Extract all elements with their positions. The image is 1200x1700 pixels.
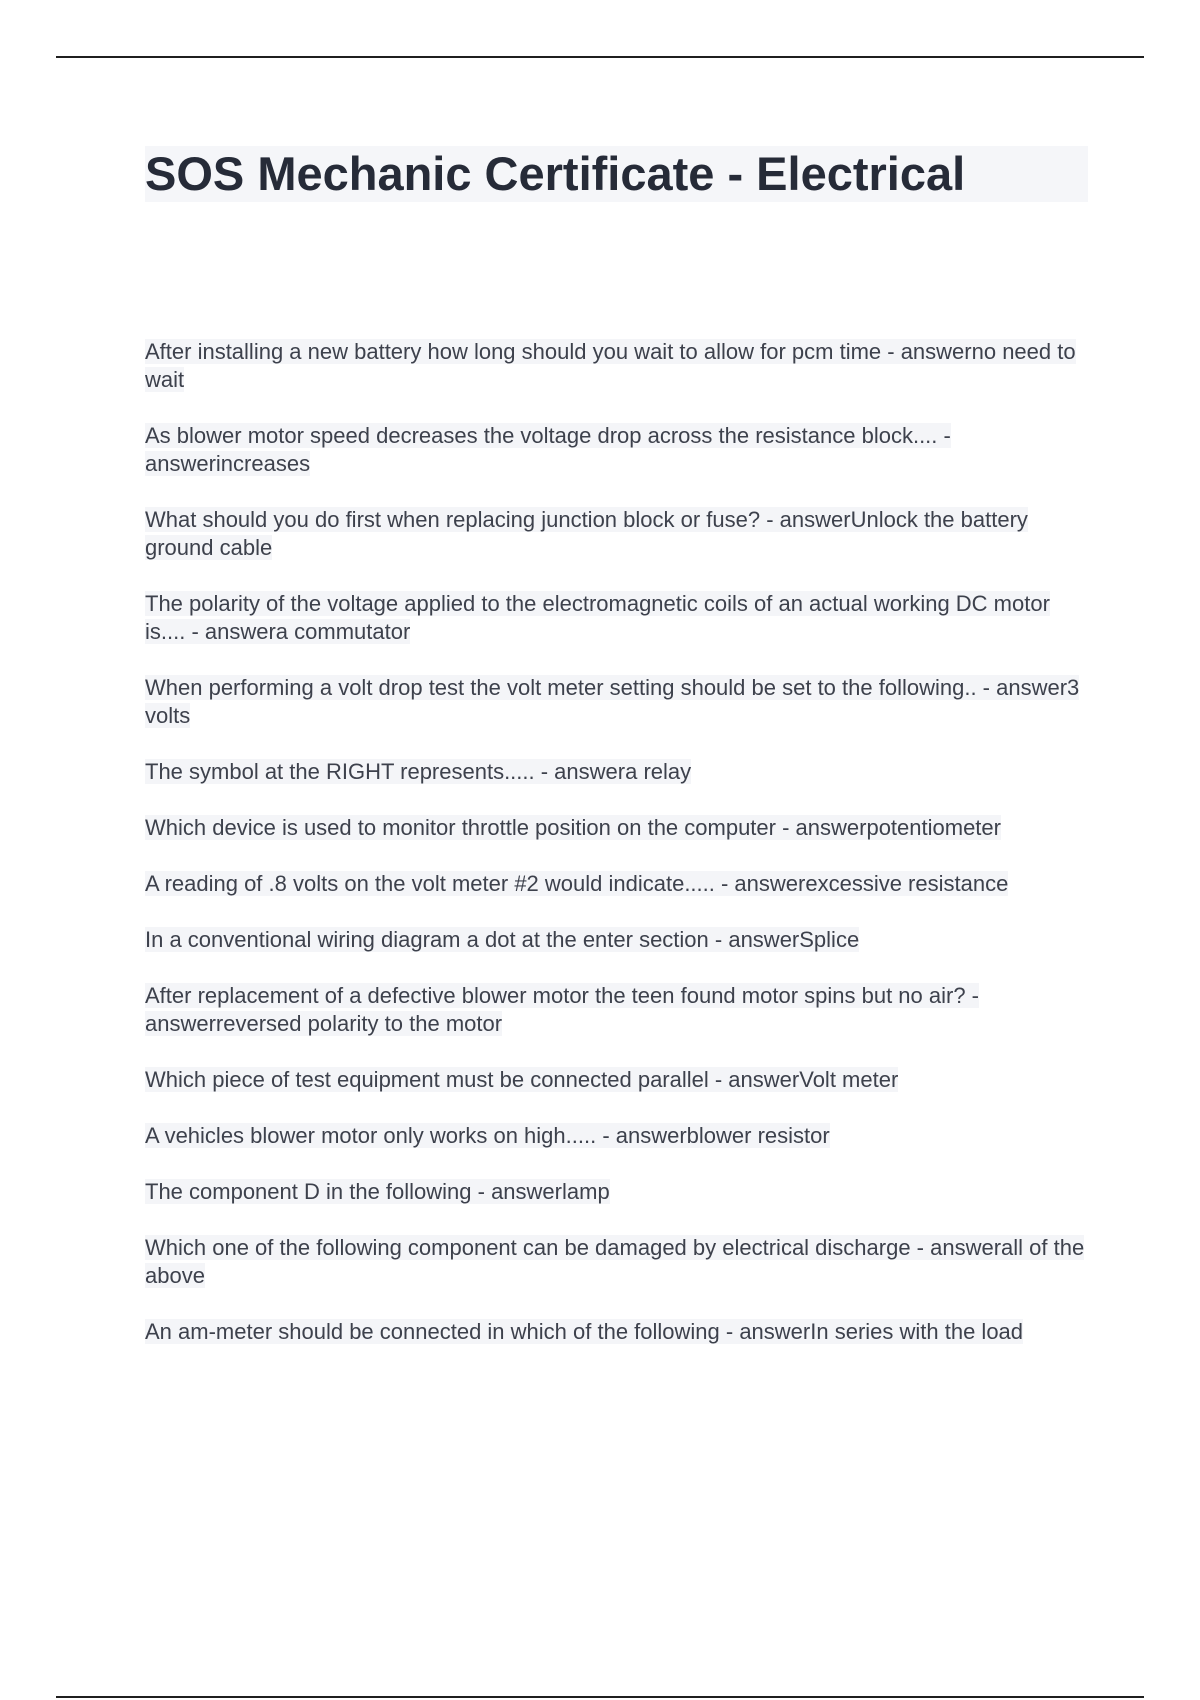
qa-item-text: After replacement of a defective blower motor the teen found motor spins but no air? - answerreversed polarity to the motor [145,983,980,1036]
qa-item [145,1234,1095,1290]
qa-item-text: Which one of the following component can be damaged by electrical discharge - answerall of the above [145,1235,1085,1288]
qa-item [145,758,1095,786]
qa-item [145,422,1095,478]
qa-item-text: As blower motor speed decreases the voltage drop across the resistance block.... - answerincreases [145,423,951,476]
qa-item-text: When performing a volt drop test the volt meter setting should be set to the following.. - answer3 volts [145,675,1080,728]
qa-item [145,1066,1095,1094]
qa-item [145,814,1095,842]
qa-item-text: The component D in the following - answerlamp [145,1179,610,1204]
qa-item [145,926,1095,954]
qa-item-text: The polarity of the voltage applied to the electromagnetic coils of an actual working DC motor is.... - answera commutator [145,591,1050,644]
qa-item [145,1318,1095,1346]
qa-item [145,506,1095,562]
qa-item [145,590,1095,646]
qa-item-text: Which device is used to monitor throttle position on the computer - answerpotentiometer [145,815,1001,840]
bottom-divider [56,1696,1144,1698]
qa-item-text: After installing a new battery how long should you wait to allow for pcm time - answerno need to wait [145,339,1076,392]
qa-item [145,338,1095,394]
title-block [145,146,1088,202]
qa-item-text: Which piece of test equipment must be connected parallel - answerVolt meter [145,1067,899,1092]
qa-item [145,982,1095,1038]
qa-item [145,674,1095,730]
qa-item-text: An am-meter should be connected in which of the following - answerIn series with the load [145,1319,1024,1344]
qa-item [145,870,1095,898]
qa-item-text: In a conventional wiring diagram a dot at the enter section - answerSplice [145,927,860,952]
qa-list [145,338,1095,1374]
qa-item-text: A reading of .8 volts on the volt meter #2 would indicate..... - answerexcessive resistance [145,871,1009,896]
qa-item-text: A vehicles blower motor only works on high..... - answerblower resistor [145,1123,830,1148]
qa-item-text: The symbol at the RIGHT represents..... - answera relay [145,759,692,784]
qa-item-text: What should you do first when replacing junction block or fuse? - answerUnlock the battery ground cable [145,507,1028,560]
page-title: SOS Mechanic Certificate - Electrical [145,147,966,200]
top-divider [56,56,1144,58]
qa-item [145,1178,1095,1206]
qa-item [145,1122,1095,1150]
